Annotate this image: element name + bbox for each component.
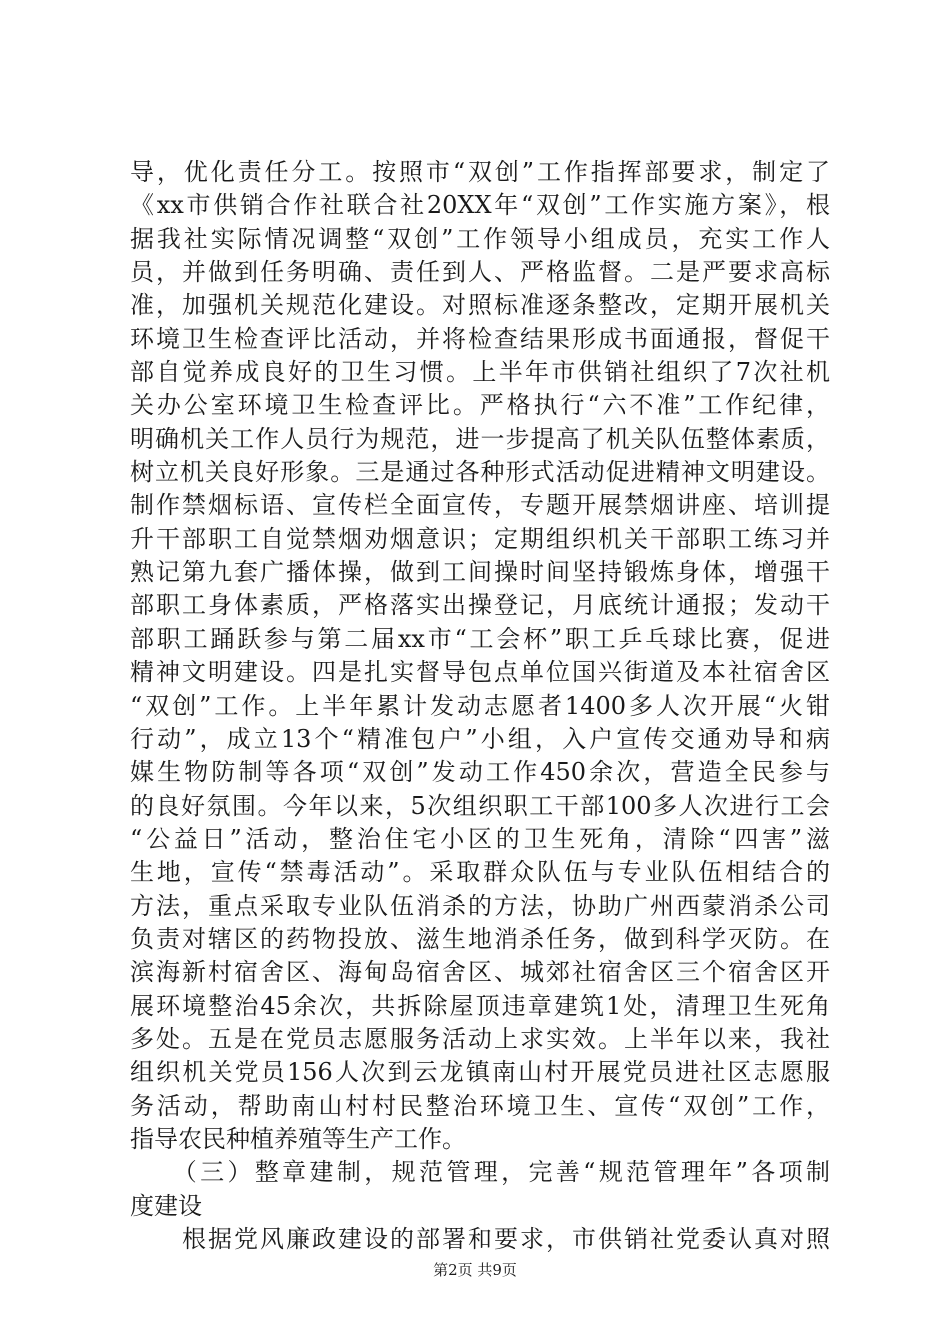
text-line: 升干部职工自觉禁烟劝烟意识；定期组织机关干部职工练习并	[130, 524, 830, 553]
page-number-footer: 第2页 共9页	[433, 1261, 517, 1279]
text-line: 部职工踊跃参与第二届xx市“工会杯”职工乒乓球比赛，促进	[130, 624, 830, 653]
section-heading-line: （三）整章建制，规范管理，完善“规范管理年”各项制	[130, 1158, 830, 1187]
text-line: 的良好氛围。今年以来，5次组织职工干部100多人次进行工会	[130, 791, 830, 820]
text-line: 行动”，成立13个“精准包户”小组，入户宣传交通劝导和病	[130, 724, 830, 753]
text-line: 生地，宣传“禁毒活动”。采取群众队伍与专业队伍相结合的	[130, 858, 830, 887]
document-body	[130, 156, 830, 1256]
text-line: 树立机关良好形象。三是通过各种形式活动促进精神文明建设。	[130, 458, 830, 487]
text-line: 关办公室环境卫生检查评比。严格执行“六不准”工作纪律，	[130, 391, 830, 420]
text-line: 媒生物防制等各项“双创”发动工作450余次，营造全民参与	[130, 758, 830, 787]
text-line: 准，加强机关规范化建设。对照标准逐条整改，定期开展机关	[130, 291, 830, 320]
text-line: 务活动，帮助南山村村民整治环境卫生、宣传“双创”工作，	[130, 1091, 830, 1120]
text-line: 导，优化责任分工。按照市“双创”工作指挥部要求，制定了	[130, 158, 830, 186]
text-line: 多处。五是在党员志愿服务活动上求实效。上半年以来，我社	[130, 1024, 830, 1053]
text-line: 环境卫生检查评比活动，并将检查结果形成书面通报，督促干	[130, 324, 830, 353]
text-line: 据我社实际情况调整“双创”工作领导小组成员，充实工作人	[130, 224, 830, 253]
text-line: 部自觉养成良好的卫生习惯。上半年市供销社组织了7次社机	[130, 358, 830, 387]
text-line: 滨海新村宿舍区、海甸岛宿舍区、城郊社宿舍区三个宿舍区开	[130, 958, 830, 987]
text-line: 展环境整治45余次，共拆除屋顶违章建筑1处，清理卫生死角	[130, 991, 830, 1020]
text-line: 组织机关党员156人次到云龙镇南山村开展党员进社区志愿服	[130, 1058, 830, 1087]
section-heading-line: 度建设	[130, 1191, 202, 1220]
text-line: 熟记第九套广播体操，做到工间操时间坚持锻炼身体，增强干	[130, 558, 830, 587]
text-line: “双创”工作。上半年累计发动志愿者1400多人次开展“火钳	[130, 691, 830, 720]
text-line: 制作禁烟标语、宣传栏全面宣传，专题开展禁烟讲座、培训提	[130, 491, 830, 520]
text-line: 精神文明建设。四是扎实督导包点单位国兴街道及本社宿舍区	[130, 658, 830, 687]
text-line: 明确机关工作人员行为规范，进一步提高了机关队伍整体素质，	[130, 424, 830, 453]
text-line: 方法，重点采取专业队伍消杀的方法，协助广州西蒙消杀公司	[130, 891, 830, 920]
text-line: 部职工身体素质，严格落实出操登记，月底统计通报；发动干	[130, 591, 830, 620]
text-line: “公益日”活动，整治住宅小区的卫生死角，清除“四害”滋	[130, 824, 830, 853]
text-line: 《xx市供销合作社联合社20XX年“双创”工作实施方案》，根	[130, 191, 830, 220]
text-line: 员，并做到任务明确、责任到人、严格监督。二是严要求高标	[130, 258, 830, 287]
text-line: 根据党风廉政建设的部署和要求，市供销社党委认真对照	[130, 1225, 830, 1253]
text-line: 指导农民种植养殖等生产工作。	[130, 1124, 466, 1153]
text-line: 负责对辖区的药物投放、滋生地消杀任务，做到科学灭防。在	[130, 924, 830, 953]
